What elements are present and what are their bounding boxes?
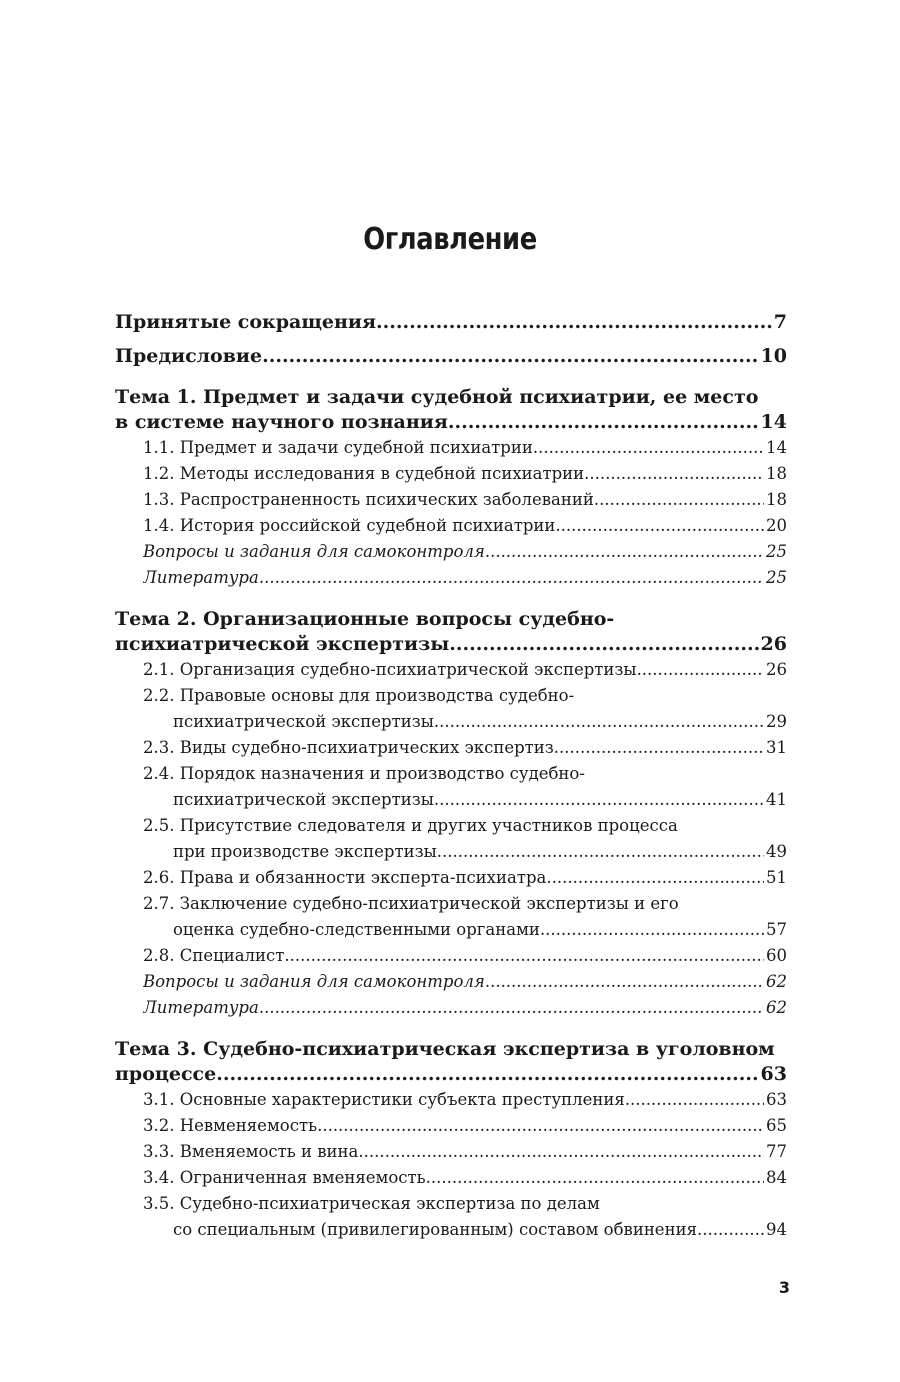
toc-entry-title: 3.2. Невменяемость bbox=[143, 1116, 318, 1135]
toc-entry-row bbox=[143, 435, 787, 461]
toc-entry-title: Предисловие bbox=[115, 345, 263, 367]
toc-entry[interactable] bbox=[115, 1087, 787, 1113]
toc-entry-title: 3.1. Основные характеристики субъекта преступления bbox=[143, 1090, 625, 1109]
toc-entry-title: психиатрической экспертизы bbox=[173, 790, 434, 809]
toc-page-number: 14 bbox=[760, 411, 787, 433]
toc-entry-title-line: 2.2. Правовые основы для производства судебно- bbox=[143, 686, 575, 705]
toc-entry-row bbox=[143, 1139, 787, 1165]
toc-entry-row bbox=[143, 943, 787, 969]
toc-page-number: 84 bbox=[766, 1168, 787, 1187]
toc-entry-title: 3.4. Ограниченная вменяемость bbox=[143, 1168, 426, 1187]
toc-entry-title: при производстве экспертизы bbox=[173, 842, 437, 861]
dot-leader bbox=[317, 1113, 764, 1139]
toc-entry-title-line: Тема 2. Организационные вопросы судебно- bbox=[115, 608, 615, 630]
toc-entry-title: 1.2. Методы исследования в судебной психиатрии bbox=[143, 464, 585, 483]
toc-entry-row bbox=[143, 513, 787, 539]
toc-entry-title: процессе bbox=[115, 1063, 217, 1085]
page-title: Оглавление bbox=[363, 222, 537, 257]
dot-leader bbox=[448, 410, 759, 435]
toc-entry-row bbox=[143, 865, 787, 891]
toc-entry[interactable] bbox=[115, 1037, 787, 1087]
toc-entry[interactable] bbox=[115, 1191, 787, 1243]
toc-entry-title: Вопросы и задания для самоконтроля bbox=[143, 972, 485, 991]
toc-entry-row bbox=[143, 487, 787, 513]
toc-entry-title-line: 2.4. Порядок назначения и производство судебно- bbox=[143, 764, 585, 783]
toc-page-number: 25 bbox=[766, 542, 787, 561]
toc-entry[interactable] bbox=[115, 565, 787, 591]
toc-entry-title: 2.8. Специалист bbox=[143, 946, 285, 965]
toc-entry-title: 2.3. Виды судебно-психиатрических экспертиз bbox=[143, 738, 554, 757]
dot-leader bbox=[259, 565, 764, 591]
dot-leader bbox=[594, 487, 764, 513]
toc-entry-row bbox=[143, 969, 787, 995]
toc-entry-row bbox=[143, 657, 787, 683]
toc-entry-row bbox=[143, 1217, 787, 1243]
toc-entry-title: психиатрической экспертизы bbox=[173, 712, 434, 731]
toc-page-number: 63 bbox=[766, 1090, 787, 1109]
toc-entry-row bbox=[143, 839, 787, 865]
toc-entry[interactable] bbox=[115, 435, 787, 461]
toc-entry-row bbox=[143, 709, 787, 735]
toc-entry[interactable] bbox=[115, 310, 787, 335]
toc-entry[interactable] bbox=[115, 891, 787, 943]
toc-entry[interactable] bbox=[115, 813, 787, 865]
dot-leader bbox=[376, 310, 772, 335]
toc-page-number: 60 bbox=[766, 946, 787, 965]
toc-entry[interactable] bbox=[115, 607, 787, 657]
toc-page-number: 63 bbox=[760, 1063, 787, 1085]
toc-entry-title: 1.4. История российской судебной психиатрии bbox=[143, 516, 556, 535]
dot-leader bbox=[485, 969, 764, 995]
toc-page-number: 41 bbox=[766, 790, 787, 809]
toc-entry[interactable] bbox=[115, 1139, 787, 1165]
toc-entry[interactable] bbox=[115, 761, 787, 813]
toc-entry-title: оценка судебно-следственными органами bbox=[173, 920, 540, 939]
toc-entry-title: в системе научного познания bbox=[115, 411, 448, 433]
toc-entry[interactable] bbox=[115, 943, 787, 969]
toc-entry[interactable] bbox=[115, 385, 787, 435]
dot-leader bbox=[216, 1062, 758, 1087]
dot-leader bbox=[434, 709, 764, 735]
toc-entry-row bbox=[143, 565, 787, 591]
toc-entry[interactable] bbox=[115, 539, 787, 565]
toc-page-number: 26 bbox=[760, 633, 787, 655]
toc-page-number: 18 bbox=[766, 490, 787, 509]
toc-page-number: 49 bbox=[766, 842, 787, 861]
toc-page-number: 62 bbox=[766, 998, 787, 1017]
dot-leader bbox=[485, 539, 764, 565]
page-number: 3 bbox=[778, 1278, 790, 1297]
dot-leader bbox=[284, 943, 764, 969]
toc-entry-row bbox=[143, 1165, 787, 1191]
dot-leader bbox=[554, 735, 764, 761]
dot-leader bbox=[540, 917, 764, 943]
toc-entry-title-line: Тема 1. Предмет и задачи судебной психиатрии, ее место bbox=[115, 386, 759, 408]
toc-entry[interactable] bbox=[115, 683, 787, 735]
toc-entry-title: со специальным (привилегированным) составом обвинения bbox=[173, 1220, 697, 1239]
toc-entry-title-line: 3.5. Судебно-психиатрическая экспертиза по делам bbox=[143, 1194, 600, 1213]
toc-page-number: 31 bbox=[766, 738, 787, 757]
dot-leader bbox=[358, 1139, 764, 1165]
toc-entry-row bbox=[143, 787, 787, 813]
toc-entry[interactable] bbox=[115, 995, 787, 1021]
toc-entry-row bbox=[115, 310, 787, 335]
toc-entry[interactable] bbox=[115, 513, 787, 539]
toc-entry-row bbox=[143, 461, 787, 487]
toc-entry-title: Принятые сокращения bbox=[115, 311, 377, 333]
toc-page-number: 94 bbox=[766, 1220, 787, 1239]
toc-entry-row bbox=[143, 735, 787, 761]
dot-leader bbox=[434, 787, 764, 813]
toc-entry-row bbox=[143, 1087, 787, 1113]
toc-entry-title: 1.1. Предмет и задачи судебной психиатрии bbox=[143, 438, 533, 457]
toc-entry-row bbox=[143, 539, 787, 565]
toc-entry-row bbox=[143, 917, 787, 943]
toc-entry-title: 2.6. Права и обязанности эксперта-психиатра bbox=[143, 868, 547, 887]
toc-entry-row bbox=[115, 410, 787, 435]
toc-entry-row bbox=[143, 995, 787, 1021]
dot-leader bbox=[259, 995, 764, 1021]
toc-page-number: 7 bbox=[773, 311, 787, 333]
toc-page-number: 25 bbox=[766, 568, 787, 587]
toc-page-number: 14 bbox=[766, 438, 787, 457]
toc-entry[interactable] bbox=[115, 735, 787, 761]
dot-leader bbox=[426, 1165, 764, 1191]
table-of-contents bbox=[115, 310, 787, 1243]
toc-page-number: 65 bbox=[766, 1116, 787, 1135]
toc-page-number: 51 bbox=[766, 868, 787, 887]
dot-leader bbox=[625, 1087, 764, 1113]
toc-entry-row bbox=[115, 1062, 787, 1087]
toc-page-number: 26 bbox=[766, 660, 787, 679]
dot-leader bbox=[697, 1217, 764, 1243]
toc-entry-title: Вопросы и задания для самоконтроля bbox=[143, 542, 485, 561]
toc-page-number: 57 bbox=[766, 920, 787, 939]
toc-page-number: 29 bbox=[766, 712, 787, 731]
toc-entry-title: психиатрической экспертизы bbox=[115, 633, 450, 655]
dot-leader bbox=[449, 632, 758, 657]
toc-entry-row bbox=[115, 632, 787, 657]
dot-leader bbox=[262, 344, 758, 369]
toc-entry-title: 1.3. Распространенность психических заболеваний bbox=[143, 490, 594, 509]
dot-leader bbox=[637, 657, 764, 683]
toc-entry[interactable] bbox=[115, 969, 787, 995]
toc-page-number: 10 bbox=[760, 345, 787, 367]
toc-entry-title-line: 2.5. Присутствие следователя и других участников процесса bbox=[143, 816, 678, 835]
dot-leader bbox=[437, 839, 764, 865]
toc-entry[interactable] bbox=[115, 487, 787, 513]
toc-entry[interactable] bbox=[115, 657, 787, 683]
toc-entry-title: 2.1. Организация судебно-психиатрической экспертизы bbox=[143, 660, 637, 679]
toc-entry-title-line: Тема 3. Судебно-психиатрическая экспертиза в уголовном bbox=[115, 1038, 775, 1060]
toc-entry[interactable] bbox=[115, 1165, 787, 1191]
toc-page-number: 77 bbox=[766, 1142, 787, 1161]
toc-entry[interactable] bbox=[115, 461, 787, 487]
toc-entry-title: Литература bbox=[143, 568, 259, 587]
toc-entry[interactable] bbox=[115, 865, 787, 891]
dot-leader bbox=[546, 865, 764, 891]
toc-entry-title-line: 2.7. Заключение судебно-психиатрической экспертизы и его bbox=[143, 894, 679, 913]
toc-entry[interactable] bbox=[115, 344, 787, 369]
toc-entry[interactable] bbox=[115, 1113, 787, 1139]
dot-leader bbox=[533, 435, 764, 461]
toc-entry-row bbox=[143, 1113, 787, 1139]
toc-entry-row bbox=[115, 344, 787, 369]
toc-entry-title: 3.3. Вменяемость и вина bbox=[143, 1142, 359, 1161]
toc-page-number: 20 bbox=[766, 516, 787, 535]
toc-entry-title: Литература bbox=[143, 998, 259, 1017]
dot-leader bbox=[584, 461, 764, 487]
toc-page-number: 18 bbox=[766, 464, 787, 483]
toc-page-number: 62 bbox=[766, 972, 787, 991]
dot-leader bbox=[555, 513, 764, 539]
